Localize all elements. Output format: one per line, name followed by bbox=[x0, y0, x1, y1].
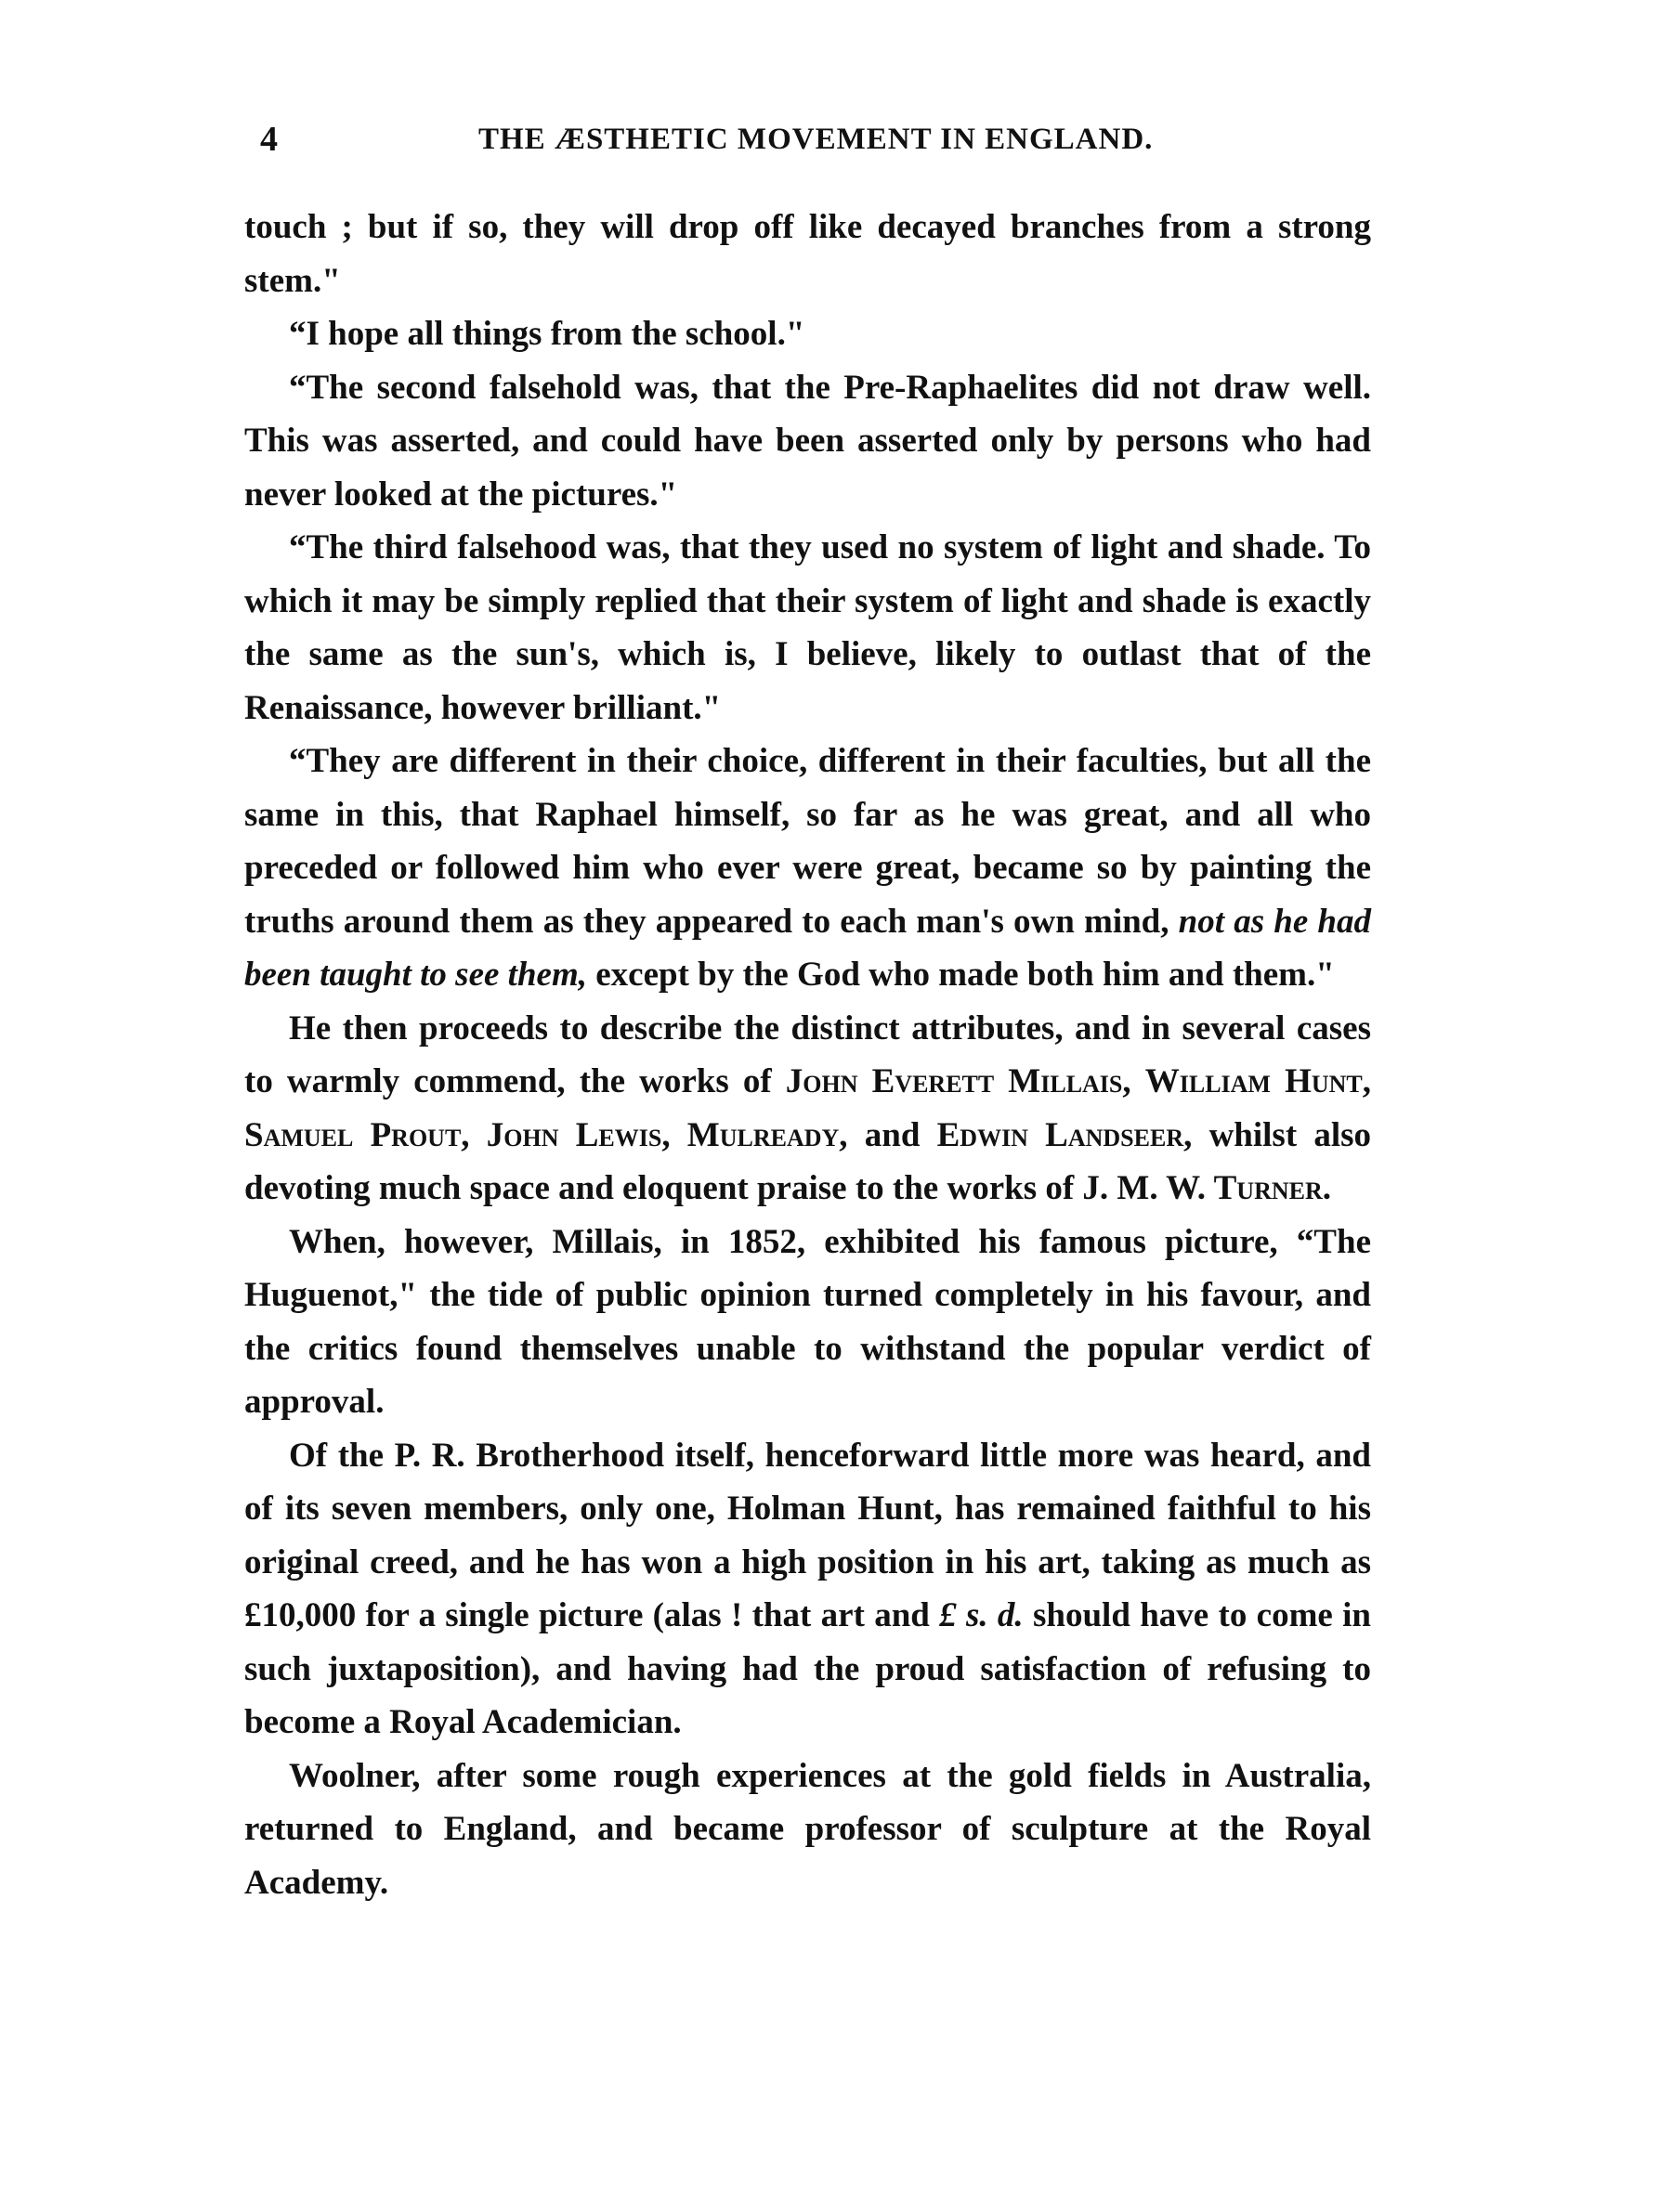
running-head bbox=[260, 119, 1370, 165]
paragraph-second-falsehood: “The second falsehold was, that the Pre-Raphaelites did not draw well. This was asserted, and could have been asserted only by persons who had never looked at the pictures." bbox=[244, 368, 1371, 514]
name-landseer: Edwin Landseer bbox=[936, 1115, 1184, 1154]
name-mulready: Mulready bbox=[686, 1115, 840, 1154]
paragraph-different-choice-end: except by the God who made both him and them." bbox=[586, 956, 1335, 994]
paragraph-attributes bbox=[244, 1002, 1371, 1216]
paragraph-different-choice bbox=[244, 735, 1371, 1002]
name-millais: John Everett Millais bbox=[785, 1062, 1123, 1100]
paragraph-quote-continuation: touch ; but if so, they will drop off like decayed branches from a strong stem." bbox=[244, 208, 1371, 300]
separator: , bbox=[661, 1115, 687, 1154]
separator: , and bbox=[839, 1115, 937, 1154]
paragraph-brotherhood-end: should have to come in such juxtaposition), and having had the proud satisfaction of refusing to become a Royal Academician. bbox=[244, 1596, 1371, 1741]
paragraph-attributes-middle: , whilst also devoting much space and eloquent praise to the works of bbox=[244, 1115, 1372, 1207]
paragraph-quote-school: “I hope all things from the school." bbox=[289, 315, 805, 353]
paragraph-brotherhood bbox=[244, 1429, 1371, 1750]
name-william-hunt: William Hunt bbox=[1144, 1062, 1363, 1100]
running-title: THE ÆSTHETIC MOVEMENT IN ENGLAND. bbox=[478, 123, 1154, 156]
paragraph-woolner: Woolner, after some rough experiences at the gold fields in Australia, returned to England, and became professor of sculpture at the Royal Academy. bbox=[244, 1756, 1371, 1902]
period: . bbox=[1322, 1169, 1331, 1207]
name-turner: J. M. W. Turner bbox=[1082, 1169, 1323, 1207]
paragraph-attributes-start: He then proceeds to describe the distinct attributes, and in several cases to warmly commend, the works of bbox=[244, 1008, 1371, 1100]
separator: , bbox=[461, 1115, 487, 1154]
name-lewis: John Lewis bbox=[486, 1115, 662, 1154]
separator: , bbox=[1122, 1062, 1145, 1100]
separator: , bbox=[1362, 1062, 1371, 1100]
page-number: 4 bbox=[260, 120, 279, 159]
name-prout: Samuel Prout bbox=[244, 1115, 462, 1154]
paragraph-brotherhood-start: Of the P. R. Brotherhood itself, henceforward little more was heard, and of its seven members, only one, Holman Hunt, has remained faithful to his original creed, and he has won a high position in his art, taking as much as £10,000 for a single picture (alas ! that art and bbox=[244, 1436, 1371, 1634]
paragraph-third-falsehood: “The third falsehood was, that they used no system of light and shade. To which it may be simply replied that their system of light and shade is exactly the same as the sun's, which is, I believe, likely to outlast that of the Renaissance, however brilliant." bbox=[244, 528, 1371, 727]
paragraph-huguenot: When, however, Millais, in 1852, exhibited his famous picture, “The Huguenot," the tide of public opinion turned completely in his favour, and the critics found themselves unable to withstand the popular verdict of approval. bbox=[244, 1222, 1371, 1421]
body-text bbox=[244, 201, 1371, 1909]
italic-lsd: £ s. d. bbox=[939, 1596, 1024, 1634]
paragraph-different-choice-start: “They are different in their choice, different in their faculties, but all the same in this, that Raphael himself, so far as he was great, and all who preceded or followed him who ever were great, became so by painting the truths around them as they appeared to each man's own mind, bbox=[244, 742, 1371, 941]
italic-phrase-taught: not as he had been taught to see them, bbox=[244, 902, 1371, 994]
